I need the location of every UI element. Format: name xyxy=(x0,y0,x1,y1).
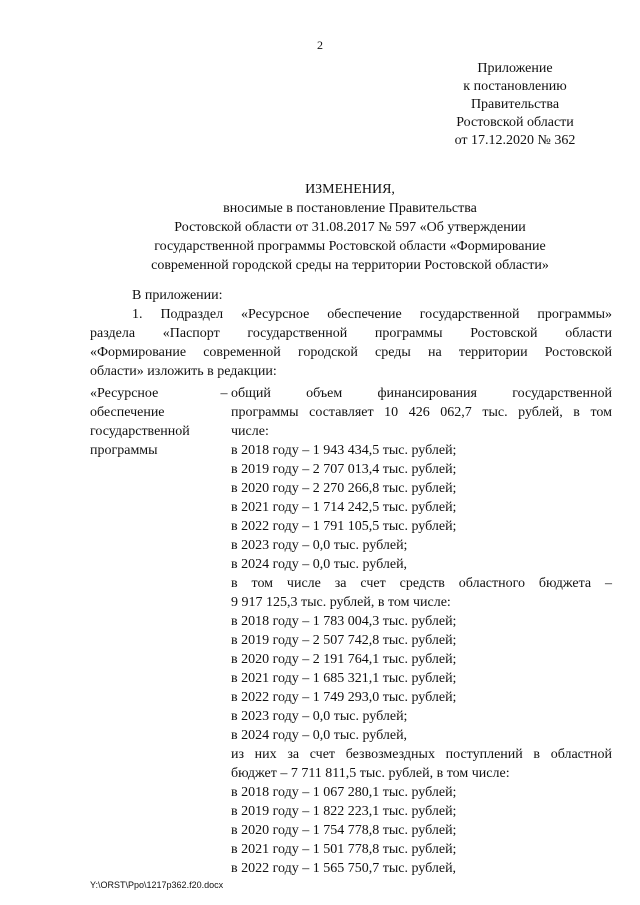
appendix-block xyxy=(440,60,590,150)
appendix-line: Ростовской области xyxy=(456,115,574,130)
resource-line: программы составляет 10 426 062,7 тыс. рублей, в том xyxy=(231,405,612,420)
resource-line: в 2020 году – 2 191 764,1 тыс. рублей; xyxy=(231,652,457,667)
resource-line: в 2021 году – 1 501 778,8 тыс. рублей; xyxy=(231,842,457,857)
document-title xyxy=(110,180,590,275)
title-line: современной городской среды на территории Ростовской области» xyxy=(151,258,549,273)
resource-label xyxy=(90,384,215,460)
resource-line: в 2022 году – 1 791 105,5 тыс. рублей; xyxy=(231,519,457,534)
resource-label-line: обеспечение xyxy=(90,405,165,420)
resource-line: в 2024 году – 0,0 тыс. рублей, xyxy=(231,557,408,572)
appendix-line: Правительства xyxy=(470,97,560,112)
resource-line: в 2018 году – 1 067 280,1 тыс. рублей; xyxy=(231,785,457,800)
title-line: ИЗМЕНЕНИЯ, xyxy=(305,182,395,197)
intro-paragraph xyxy=(90,286,612,381)
resource-line: в 2019 году – 2 707 013,4 тыс. рублей; xyxy=(231,462,457,477)
resource-line: в 2022 году – 1 749 293,0 тыс. рублей; xyxy=(231,690,457,705)
resource-line: из них за счет безвозмездных поступлений в областной xyxy=(231,747,612,762)
resource-line: в 2018 году – 1 943 434,5 тыс. рублей; xyxy=(231,443,457,458)
resource-line: в 2019 году – 1 822 223,1 тыс. рублей; xyxy=(231,804,457,819)
resource-line: общий объем финансирования государственной xyxy=(231,386,612,401)
resource-dash: – xyxy=(220,386,228,401)
resource-line: в 2019 году – 2 507 742,8 тыс. рублей; xyxy=(231,633,457,648)
resource-line: в 2021 году – 1 714 242,5 тыс. рублей; xyxy=(231,500,457,515)
resource-line: бюджет – 7 711 811,5 тыс. рублей, в том числе: xyxy=(231,766,510,781)
resource-line: 9 917 125,3 тыс. рублей, в том числе: xyxy=(231,595,451,610)
appendix-line: к постановлению xyxy=(463,79,567,94)
resource-line: в 2020 году – 2 270 266,8 тыс. рублей; xyxy=(231,481,457,496)
intro-lead: В приложении: xyxy=(132,288,223,303)
intro-line: «Формирование современной городской среды на территории Ростовской xyxy=(90,345,612,360)
resource-line: в 2021 году – 1 685 321,1 тыс. рублей; xyxy=(231,671,457,686)
resource-line: в 2022 году – 1 565 750,7 тыс. рублей, xyxy=(231,861,457,876)
intro-line: раздела «Паспорт государственной программы Ростовской области xyxy=(90,326,612,341)
resource-line: в 2018 году – 1 783 004,3 тыс. рублей; xyxy=(231,614,457,629)
resource-line: в том числе за счет средств областного бюджета – xyxy=(231,576,612,591)
resource-body xyxy=(231,384,612,878)
resource-label-line: программы xyxy=(90,443,158,458)
title-line: вносимые в постановление Правительства xyxy=(223,201,477,216)
file-path-footer: Y:\ORST\Ppo\1217p362.f20.docx xyxy=(90,880,224,890)
title-line: государственной программы Ростовской области «Формирование xyxy=(154,239,546,254)
resource-line: в 2020 году – 1 754 778,8 тыс. рублей; xyxy=(231,823,457,838)
title-line: Ростовской области от 31.08.2017 № 597 «Об утверждении xyxy=(174,220,526,235)
appendix-line: Приложение xyxy=(477,61,553,76)
resource-label-line: «Ресурсное xyxy=(90,386,159,401)
resource-line: в 2024 году – 0,0 тыс. рублей, xyxy=(231,728,408,743)
intro-line: области» изложить в редакции: xyxy=(90,364,277,379)
intro-line: 1. Подраздел «Ресурсное обеспечение государственной программы» xyxy=(132,307,612,322)
page-number: 2 xyxy=(317,38,323,52)
resource-line: числе: xyxy=(231,424,269,439)
appendix-line: от 17.12.2020 № 362 xyxy=(454,133,576,148)
resource-label-line: государственной xyxy=(90,424,190,439)
resource-line: в 2023 году – 0,0 тыс. рублей; xyxy=(231,709,408,724)
resource-line: в 2023 году – 0,0 тыс. рублей; xyxy=(231,538,408,553)
